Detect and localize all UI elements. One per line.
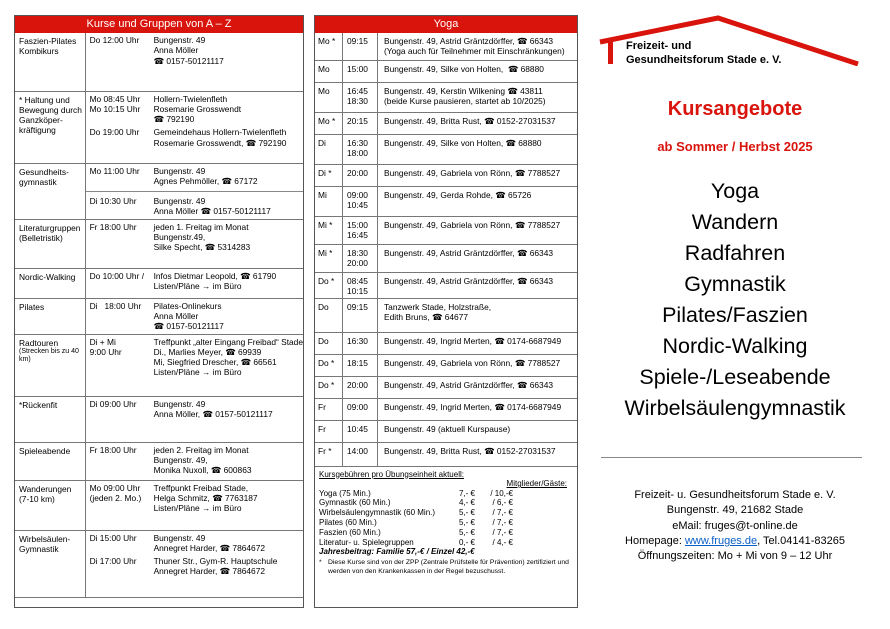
session — [86, 191, 303, 217]
session-time: Do 12:00 Uhr — [89, 35, 140, 45]
session-details — [154, 94, 242, 125]
divider — [601, 457, 862, 458]
zpp-note — [319, 559, 575, 576]
group-sessions-cell — [85, 33, 303, 91]
fee-member: 0,- € — [458, 537, 475, 547]
session-details — [154, 196, 271, 217]
fee-course: Gymnastik (60 Min.) — [319, 498, 391, 508]
yoga-panel — [314, 15, 578, 608]
fee-row — [319, 528, 575, 538]
group-sessions-cell — [85, 91, 303, 163]
yoga-day: Do — [315, 298, 343, 332]
yoga-row — [315, 112, 577, 134]
group-name-cell — [15, 480, 85, 530]
fee-guest: / 7,- € — [492, 518, 513, 528]
session-details — [154, 556, 278, 577]
yoga-time: 20:00 — [343, 376, 378, 398]
session-details — [154, 445, 252, 476]
session-time: Di 15:00 Uhr — [89, 532, 137, 543]
yoga-row — [315, 298, 577, 332]
courses-panel — [14, 15, 304, 608]
yoga-day: Do * — [315, 354, 343, 376]
session-line: Thuner Str., Gym-R. Hauptschule — [153, 556, 278, 567]
group-name-cell — [15, 334, 85, 396]
fee-course: Pilates (60 Min.) — [319, 518, 377, 528]
fee-guest: / 7,- € — [492, 527, 513, 537]
yoga-row — [315, 244, 577, 272]
session — [90, 35, 303, 66]
session-line: Anna Möller — [153, 310, 199, 321]
session-line: Anna Möller ☎ 0157-50121117 — [153, 206, 271, 217]
yoga-day: Mo * — [315, 112, 343, 134]
table-row — [15, 334, 303, 396]
session-line: Rosemarie Grosswendt — [153, 103, 242, 114]
contact-block — [600, 488, 870, 564]
yoga-time: 16:30 18:00 — [343, 134, 378, 164]
group-name: *Rückenfit — [19, 399, 58, 410]
yoga-row — [315, 186, 577, 216]
course-offer: Wirbelsäulengymnastik — [624, 396, 846, 420]
yoga-row — [315, 82, 577, 112]
yoga-row — [315, 33, 577, 60]
group-sessions-cell — [85, 268, 303, 298]
course-offer: Wandern — [691, 210, 779, 234]
group-name: Radtouren — [19, 337, 59, 348]
session-time: Fr 18:00 Uhr — [89, 444, 137, 455]
session-line: Annegret Harder, ☎ 7864672 — [153, 566, 266, 577]
fee-box — [315, 467, 577, 577]
session-line: Anna Möller, ☎ 0157-50121117 — [153, 408, 273, 419]
session-time: Mo 09:00 Uhr (jeden 2. Mo.) — [89, 482, 142, 503]
session — [90, 445, 303, 476]
session-line: jeden 2. Freitag im Monat — [153, 444, 249, 455]
session-time: Di 18:00 Uhr — [89, 300, 142, 311]
session-time: Mo 08:45 Uhr Mo 10:15 Uhr — [89, 93, 141, 114]
yoga-info: Bungenstr. 49, Astrid Gräntzdörffer, ☎ 66343 — [378, 272, 578, 298]
group-name: Literaturgruppen (Belletristik) — [19, 222, 81, 243]
session-line: Gemeindehaus Hollern-Twielenfleth — [153, 127, 287, 138]
course-offer: Yoga — [710, 179, 760, 203]
fee-guest: / 10,-€ — [490, 488, 513, 498]
group-sessions-cell — [85, 480, 303, 530]
table-row — [15, 530, 303, 597]
yoga-row — [315, 134, 577, 164]
session-line: Bungenstr. 49 — [153, 398, 206, 409]
fee-guest: / 4,- € — [492, 537, 513, 547]
yoga-day: Mo * — [315, 33, 343, 60]
session-line: ☎ 792190 — [153, 114, 195, 125]
fee-row — [319, 498, 575, 508]
session-line: Listen/Pläne → im Büro — [153, 367, 242, 378]
fee-row — [319, 518, 575, 528]
fee-course: Wirbelsäulengymnastik (60 Min.) — [319, 508, 436, 518]
yoga-time: 15:00 16:45 — [343, 216, 378, 244]
fee-member: 5,- € — [458, 518, 475, 528]
course-offer: Nordic-Walking — [662, 334, 808, 358]
session-details — [154, 271, 277, 292]
session — [90, 483, 303, 514]
table-row — [15, 163, 303, 219]
fee-list — [319, 489, 575, 548]
yoga-info: Bungenstr. 49, Ingrid Merten, ☎ 0174-6687949 — [378, 398, 578, 420]
session — [90, 94, 303, 125]
yoga-row — [315, 376, 577, 398]
group-name: Wanderungen (7-10 km) — [19, 483, 72, 504]
yoga-info: Bungenstr. 49, Britta Rust, ☎ 0152-27031537 — [378, 112, 578, 134]
homepage-label: Homepage: — [625, 534, 682, 547]
contact-phone: , Tel.04141-83265 — [757, 534, 845, 547]
session-line: Infos Dietmar Leopold, ☎ 61790 — [153, 270, 277, 281]
yoga-time: 20:00 — [343, 164, 378, 186]
table-row — [15, 33, 303, 91]
session-line: Bungenstr.49, — [153, 231, 206, 242]
fee-row — [319, 538, 575, 548]
group-name: Faszien-Pilates Kombikurs — [19, 36, 77, 57]
table-row — [15, 480, 303, 530]
course-offer: Gymnastik — [684, 272, 786, 296]
session — [90, 533, 303, 554]
session — [90, 271, 303, 292]
group-sessions-cell — [85, 396, 303, 442]
yoga-row — [315, 420, 577, 442]
course-offer-list — [596, 176, 874, 424]
table-row — [15, 396, 303, 442]
session — [90, 556, 303, 577]
session-line: Di., Marlies Meyer, ☎ 69939 — [153, 346, 262, 357]
annual-fee: Jahresbeitrag: Familie 57,-€ / Einzel 42,-€ — [319, 547, 475, 557]
group-sessions-cell — [85, 334, 303, 396]
fee-guest: / 7,- € — [492, 508, 513, 518]
session-details — [154, 127, 287, 148]
session — [90, 166, 303, 187]
session-line: Bungenstr. 49 — [153, 35, 206, 45]
yoga-row — [315, 272, 577, 298]
yoga-time: 08:45 10:15 — [343, 272, 378, 298]
group-name-cell — [15, 396, 85, 442]
group-name: Wirbelsäulen-Gymnastik — [19, 533, 71, 554]
yoga-day: Fr — [315, 398, 343, 420]
fee-member: 5,- € — [458, 508, 475, 518]
session-details — [154, 533, 265, 554]
yoga-info: Bungenstr. 49, Kerstin Wilkening ☎ 43811 (beide Kurse pausieren, startet ab 10/2025) — [378, 82, 578, 112]
session-details — [154, 301, 224, 332]
yoga-time: 16:45 18:30 — [343, 82, 378, 112]
yoga-table — [315, 33, 577, 467]
yoga-info: Bungenstr. 49, Astrid Gräntzdörffer, ☎ 66343 (Yoga auch für Teilnehmer mit Einschränkungen) — [378, 33, 578, 60]
session-time: Fr 18:00 Uhr — [89, 221, 137, 232]
session-time: Di 10:30 Uhr — [89, 196, 137, 207]
table-row — [15, 219, 303, 268]
contact-email: eMail: fruges@t-online.de — [672, 519, 798, 532]
session-line: Anna Möller — [153, 45, 199, 56]
table-row — [15, 91, 303, 163]
yoga-day: Fr — [315, 420, 343, 442]
session-line: jeden 1. Freitag im Monat — [153, 221, 249, 232]
yoga-info: Bungenstr. 49, Gabriela von Rönn, ☎ 7788527 — [378, 164, 578, 186]
yoga-row — [315, 332, 577, 354]
session-time: Di 09:00 Uhr — [89, 398, 137, 409]
session — [90, 337, 303, 378]
yoga-info: Tanzwerk Stade, Holzstraße, Edith Bruns, ☎ 64677 — [378, 298, 578, 332]
yoga-time: 18:15 — [343, 354, 378, 376]
session-line: Bungenstr. 49 — [153, 165, 206, 176]
yoga-info: Bungenstr. 49, Silke von Holten, ☎ 68880 — [378, 134, 578, 164]
yoga-row — [315, 398, 577, 420]
session-time: Di + Mi 9:00 Uhr — [89, 336, 122, 357]
yoga-day: Mi — [315, 186, 343, 216]
session-line: Agnes Pehmöller, ☎ 67172 — [153, 175, 258, 186]
yoga-row — [315, 442, 577, 466]
group-name: Nordic-Walking — [19, 271, 76, 282]
fee-member: 7,- € — [458, 488, 475, 498]
session-details — [154, 35, 224, 66]
fee-member: 4,- € — [458, 498, 475, 508]
yoga-info: Bungenstr. 49, Gabriela von Rönn, ☎ 7788527 — [378, 216, 578, 244]
session — [90, 301, 303, 332]
yoga-row — [315, 164, 577, 186]
yoga-time: 09:15 — [343, 33, 378, 60]
note-star: * — [319, 559, 322, 567]
session — [90, 127, 303, 148]
yoga-time: 15:00 — [343, 60, 378, 82]
session-time: Di 17:00 Uhr — [89, 556, 137, 567]
yoga-row — [315, 60, 577, 82]
session-line: Hollern-Twielenfleth — [153, 93, 228, 104]
courses-panel-title: Kurse und Gruppen von A – Z — [15, 16, 303, 33]
fee-course: Literatur- u. Spielegruppen — [319, 537, 414, 547]
group-sessions-cell — [85, 163, 303, 219]
session-line: Treffpunkt Freibad Stade, — [153, 482, 249, 493]
homepage-link[interactable]: www.fruges.de — [684, 534, 758, 547]
session-line: Rosemarie Grosswendt, ☎ 792190 — [153, 137, 287, 148]
yoga-day: Do — [315, 332, 343, 354]
yoga-info: Bungenstr. 49, Britta Rust, ☎ 0152-27031537 — [378, 442, 578, 466]
group-name-cell — [15, 442, 85, 480]
yoga-row — [315, 216, 577, 244]
session-line: Pilates-Onlinekurs — [153, 300, 222, 311]
fee-row — [319, 489, 575, 499]
brand-name — [626, 39, 781, 67]
yoga-day: Do * — [315, 376, 343, 398]
contact-org: Freizeit- u. Gesundheitsforum Stade e. V. — [634, 489, 836, 501]
session-details — [154, 337, 303, 378]
yoga-time: 14:00 — [343, 442, 378, 466]
session-line: ☎ 0157-50121117 — [153, 321, 224, 332]
group-name: Spieleabende — [19, 445, 71, 456]
yoga-time: 10:45 — [343, 420, 378, 442]
session-details — [154, 166, 258, 187]
group-sessions-cell — [85, 442, 303, 480]
yoga-day: Fr * — [315, 442, 343, 466]
session-line: Helga Schmitz, ☎ 7763187 — [153, 492, 258, 503]
session-line: Listen/Pläne → im Büro — [153, 280, 242, 291]
yoga-day: Di — [315, 134, 343, 164]
brand-line-1: Freizeit- und — [626, 40, 692, 52]
session-line: Bungenstr. 49, — [153, 454, 208, 465]
session-details — [154, 222, 251, 253]
session-line: Treffpunkt „alter Eingang Freibad“ Stade — [153, 336, 303, 347]
fee-member: 5,- € — [458, 527, 475, 537]
group-name-cell — [15, 91, 85, 163]
yoga-row — [315, 354, 577, 376]
yoga-day: Mo — [315, 60, 343, 82]
session-line: Mi, Siegfried Drescher, ☎ 66561 — [153, 357, 277, 368]
yoga-info: Bungenstr. 49, Gabriela von Rönn, ☎ 7788527 — [378, 354, 578, 376]
yoga-time: 09:15 — [343, 298, 378, 332]
group-name-cell — [15, 298, 85, 334]
group-name: Pilates — [19, 301, 45, 312]
yoga-day: Mi * — [315, 244, 343, 272]
yoga-day: Mo — [315, 82, 343, 112]
fee-guest: / 6,- € — [492, 498, 513, 508]
session-line: Bungenstr. 49 — [153, 196, 206, 207]
session-line: Annegret Harder, ☎ 7864672 — [153, 542, 266, 553]
group-name-cell — [15, 33, 85, 91]
group-sessions-cell — [85, 530, 303, 597]
session-line: Silke Specht, ☎ 5314283 — [153, 242, 251, 253]
yoga-time: 09:00 10:45 — [343, 186, 378, 216]
session-time: Do 10:00 Uhr / — [89, 270, 145, 281]
yoga-info: Bungenstr. 49, Gerda Rohde, ☎ 65726 — [378, 186, 578, 216]
yoga-time: 09:00 — [343, 398, 378, 420]
yoga-info: Bungenstr. 49 (aktuell Kurspause) — [378, 420, 578, 442]
table-row — [15, 298, 303, 334]
contact-web-line — [600, 534, 870, 549]
session-line: Monika Nuxoll, ☎ 600863 — [153, 465, 252, 476]
session-details — [154, 399, 273, 420]
yoga-day: Di * — [315, 164, 343, 186]
yoga-time: 16:30 — [343, 332, 378, 354]
courses-table — [15, 33, 303, 598]
group-name-cell — [15, 530, 85, 597]
table-row — [15, 268, 303, 298]
session-line: Bungenstr. 49 — [153, 532, 206, 543]
page-title: Kursangebote — [667, 98, 803, 120]
session-line: ☎ 0157-50121117 — [153, 55, 224, 66]
group-name: * Haltung und Bewegung durch Ganzköper-kräftigung — [19, 94, 82, 136]
session-line: Listen/Pläne → im Büro — [153, 503, 242, 514]
contact-address: Bungenstr. 49, 21682 Stade — [666, 504, 804, 517]
group-sessions-cell — [85, 298, 303, 334]
course-offer: Spiele-/Leseabende — [639, 365, 831, 389]
session — [90, 399, 303, 420]
page-subtitle: ab Sommer / Herbst 2025 — [657, 139, 813, 154]
session — [90, 222, 303, 253]
note-text: Diese Kurse sind von der ZPP (Zentrale Prüfstelle für Prävention) zertifiziert und werden von den Krankenkassen in der Regel bezuschusst. — [328, 559, 569, 575]
fee-course: Yoga (75 Min.) — [319, 488, 371, 498]
yoga-panel-title: Yoga — [315, 16, 577, 33]
session-details — [154, 483, 258, 514]
yoga-info: Bungenstr. 49, Silke von Holten, ☎ 68880 — [378, 60, 578, 82]
yoga-time: 20:15 — [343, 112, 378, 134]
fee-row — [319, 508, 575, 518]
course-offer: Pilates/Faszien — [662, 303, 808, 327]
yoga-info: Bungenstr. 49, Ingrid Merten, ☎ 0174-6687949 — [378, 332, 578, 354]
brand-line-2: Gesundheitsforum Stade e. V. — [626, 54, 782, 66]
yoga-time: 18:30 20:00 — [343, 244, 378, 272]
group-name: Gesundheits-gymnastik — [19, 166, 69, 187]
fee-heading: Kursgebühren pro Übungseinheit aktuell: — [319, 469, 464, 479]
group-name-cell — [15, 268, 85, 298]
fee-subheading: Mitglieder/Gäste: — [506, 479, 567, 489]
session-time: Mo 11:00 Uhr — [89, 165, 140, 176]
group-note: (Strecken bis zu 40 km) — [19, 347, 79, 364]
group-name-cell — [15, 219, 85, 268]
opening-hours: Öffnungszeiten: Mo + Mi von 9 – 12 Uhr — [637, 550, 833, 563]
yoga-day: Mi * — [315, 216, 343, 244]
course-offer: Radfahren — [684, 241, 786, 265]
group-sessions-cell — [85, 219, 303, 268]
group-name-cell — [15, 163, 85, 219]
yoga-info: Bungenstr. 49, Astrid Gräntzdörffer, ☎ 66343 — [378, 376, 578, 398]
fee-course: Faszien (60 Min.) — [319, 527, 381, 537]
yoga-info: Bungenstr. 49, Astrid Gräntzdörffer, ☎ 66343 — [378, 244, 578, 272]
table-row — [15, 442, 303, 480]
session-time: Do 19:00 Uhr — [89, 127, 140, 138]
yoga-day: Do * — [315, 272, 343, 298]
